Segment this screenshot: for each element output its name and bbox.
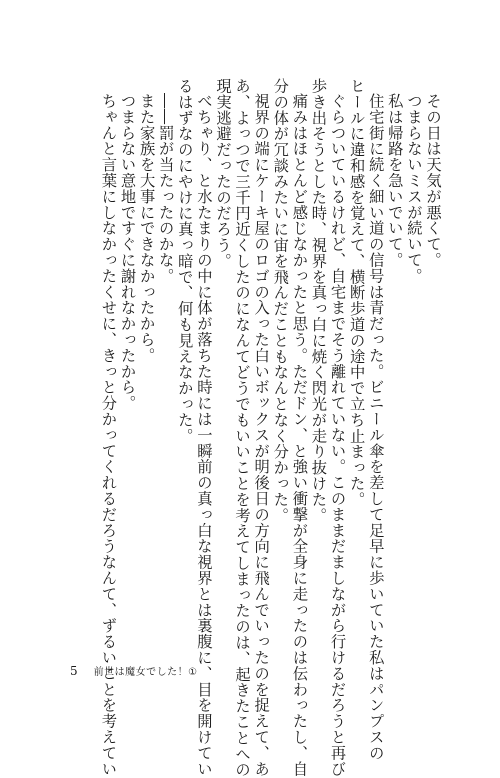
text-line: 痛みはほとんど感じなかったと思う。ただドン、と強い衝撃が全身に走ったのは伝わったし、自 [290,93,309,777]
text-line: べちゃり、と水たまりの中に体が落ちた時には一瞬前の真っ白な視界とは裏腹に、目を開けてい [194,93,213,777]
text-line: 現実逃避だったのだろう。 [213,78,232,269]
text-line: 歩き出そうとした時、視界を真っ白に焼く閃光が走り抜けた。 [309,78,328,524]
text-line: 住宅街に続く細い道の信号は青だった。ビニール傘を差して足早に歩いていた私はパンプスの [366,93,385,762]
text-line: つまらない意地ですぐに謝れなかったから。 [118,93,137,412]
text-line: ヒールに違和感を覚えて、横断歩道の途中で立ち止まった。 [347,78,366,508]
text-line: つまらないミスが続いて。 [404,93,423,285]
text-line: 視界の端にケーキ屋のロゴの入った白いボックスが明後日の方向に飛んでいったのを捉えて、あ [252,93,271,777]
text-line: また家族を大事にできなかったから。 [137,93,156,364]
text-line: 分の体が冗談みたいに宙を飛んだこともなんとなく分かった。 [271,78,290,524]
text-line: ちゃんと言葉にしなかったくせに、きっと分かってくれるだろうなんて、ずるいことを考えてい [99,93,118,777]
text-line: るはずなのにやけに真っ暗で、何も見えなかった。 [175,78,194,444]
running-title: 前世は魔女でした！① [93,667,198,678]
text-line: ――罰が当たったのかな。 [156,93,175,285]
text-line: 私は帰路を急いでいて。 [385,93,404,269]
text-line: ぐらついているけれど、自宅までそう離れていない。このままだましながら行けるだろうと再び [328,93,347,777]
page-number: 5 [70,664,78,678]
text-line: あ、よっつで三千円近くしたのになんてどうでもいいことを考えてしまったのは、起きたことへの [233,78,252,778]
text-line: その日は天気が悪くて。 [424,93,442,269]
page-footer [70,663,198,678]
